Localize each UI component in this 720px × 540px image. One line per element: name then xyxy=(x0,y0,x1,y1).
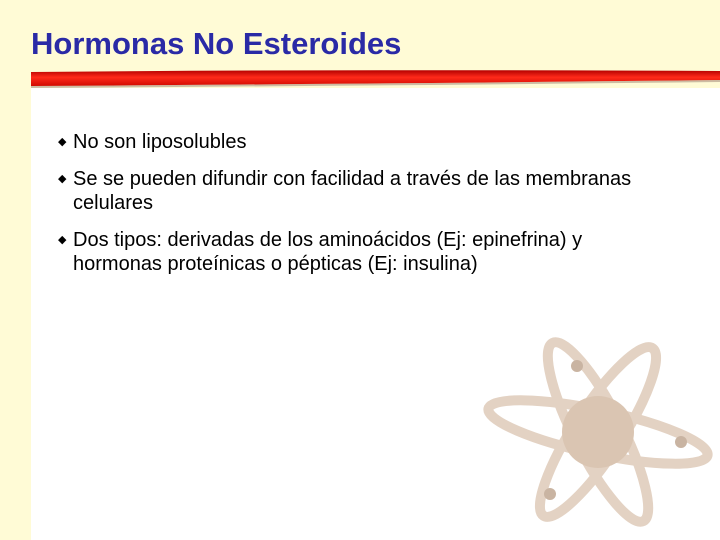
diamond-bullet-icon: ◆ xyxy=(58,136,67,148)
bullet-item xyxy=(58,130,658,154)
title-underline-rule xyxy=(0,0,720,100)
bullet-text: No son liposolubles xyxy=(73,131,247,153)
bullet-item xyxy=(58,228,658,276)
diamond-bullet-icon: ◆ xyxy=(58,234,67,246)
atom-icon xyxy=(480,332,715,537)
bullet-text: Dos tipos: derivadas de los aminoácidos (Ej: epinefrina) y hormonas proteínicas o pépticas (Ej: insulina) xyxy=(73,229,583,275)
slide-title: Hormonas No Esteroides xyxy=(31,26,402,61)
bullet-item xyxy=(58,167,658,215)
bullet-text: Se se pueden difundir con facilidad a través de las membranas celulares xyxy=(73,168,632,214)
diamond-bullet-icon: ◆ xyxy=(58,173,67,185)
bullet-list xyxy=(58,130,658,289)
